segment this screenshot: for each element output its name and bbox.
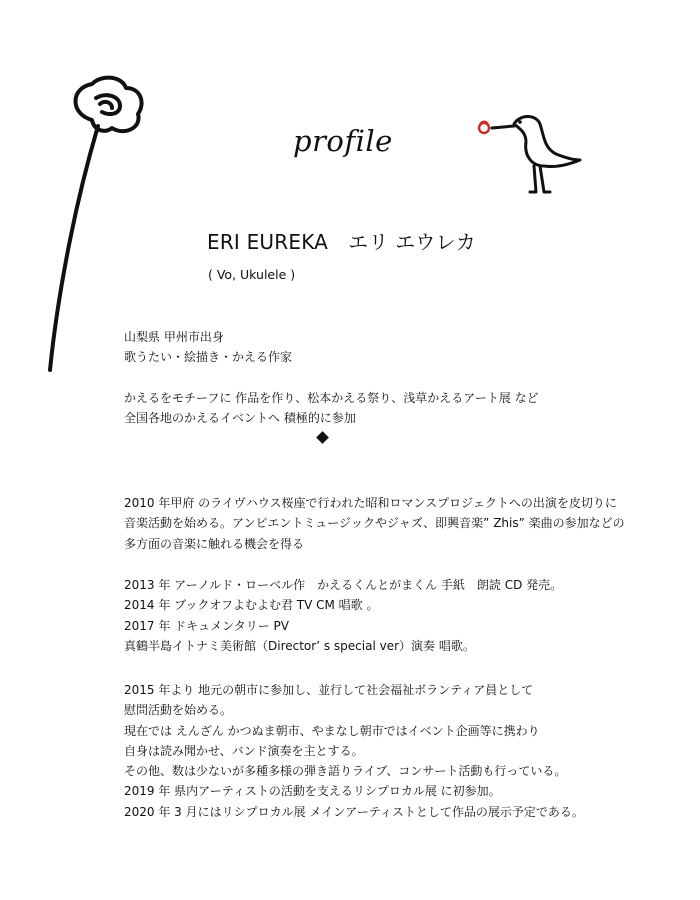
activity-line: 現在では えんざん かつぬま朝市、やまなし朝市ではイベント企画等に携わり: [124, 723, 540, 738]
activity-line: 2020 年 3 月にはリシプロカル展 メインアーティストとして作品の展示予定である。: [124, 804, 584, 819]
works-line: 2013 年 アーノルド・ローベル作 かえるくんとがまくん 手紙 朗読 CD 発売。: [124, 578, 563, 592]
activities-block: [124, 680, 584, 822]
origin-line: 山梨県 甲州市出身: [124, 330, 224, 344]
works-line: 2014 年 ブックオフよむよむ君 TV CM 唱歌 。: [124, 598, 379, 613]
activity-line: 慰問活動を始める。: [124, 703, 233, 718]
history-line: 多方面の音楽に触れる機会を得る: [124, 536, 305, 551]
activity-line: 自身は読み聞かせ、バンド演奏を主とする。: [124, 743, 364, 758]
diamond-separator-icon: [316, 431, 329, 444]
activity-line: 2019 年 県内アーティストの活動を支えるリシプロカル展 に初参加。: [124, 784, 501, 799]
frog-activity-block: [124, 388, 539, 429]
origin-line: 歌うたい・絵描き・かえる作家: [124, 350, 293, 365]
works-line: 真鶴半島イトナミ美術館（Director’ s special ver）演奏 唱歌。: [124, 638, 475, 653]
history-block: [124, 493, 625, 554]
page-title: profile: [293, 124, 393, 158]
activity-line: 2015 年より 地元の朝市に参加し、並行して社会福祉ボランティア員として: [124, 683, 534, 697]
bird-with-flower-illustration: [470, 108, 590, 200]
works-block: [124, 575, 562, 656]
frog-activity-line: かえるをモチーフに 作品を作り、松本かえる祭り、浅草かえるアート展 など: [124, 391, 539, 405]
origin-block: [124, 327, 292, 368]
history-line: 2010 年甲府 のライヴハウス桜座で行われた昭和ロマンスプロジェクトへの出演を皮切りに: [124, 496, 617, 510]
works-line: 2017 年 ドキュメンタリー PV: [124, 618, 289, 633]
artist-role: ( Vo, Ukulele ): [208, 267, 296, 282]
history-line: 音楽活動を始める。アンビエントミュージックやジャズ、即興音楽” Zhis” 楽曲の参加などの: [124, 516, 625, 531]
artist-name: ERI EUREKA エリ エウレカ: [207, 230, 477, 254]
activity-line: その他、数は少ないが多種多様の弾き語りライブ、コンサート活動も行っている。: [124, 764, 567, 779]
frog-activity-line: 全国各地のかえるイベントへ 積極的に参加: [124, 411, 356, 426]
